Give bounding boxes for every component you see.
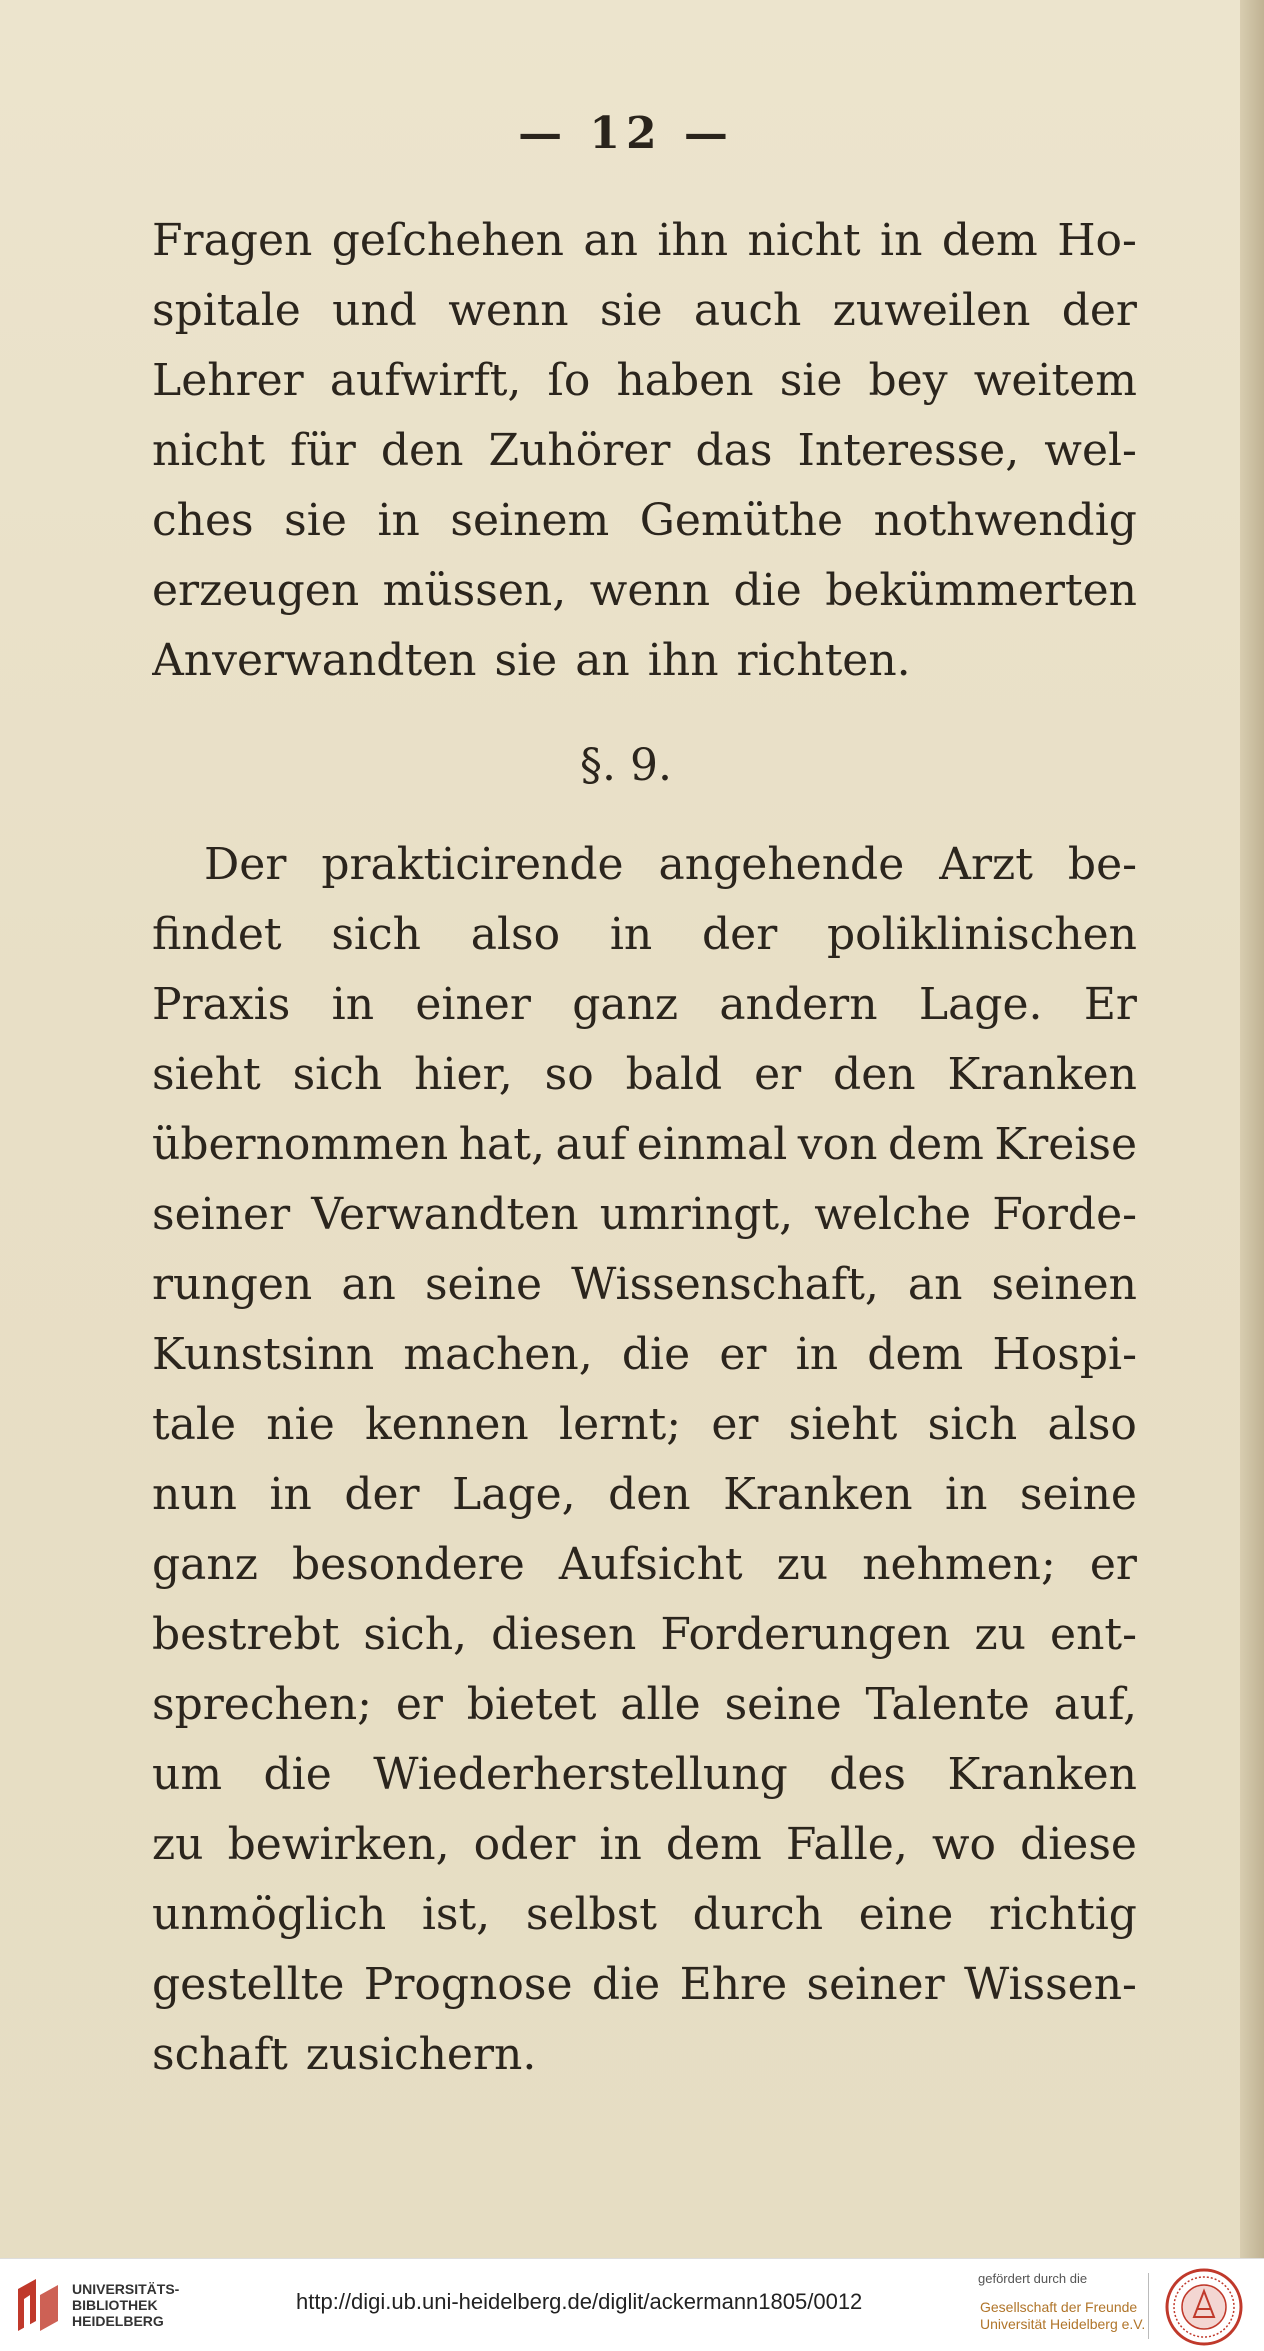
text-line: seiner Verwandten umringt, welche Forde- bbox=[152, 1189, 1137, 1240]
text-line: ganz besondere Aufsicht zu nehmen; er bbox=[152, 1539, 1137, 1590]
text-line: um die Wiederherstellung des Kranken bbox=[152, 1749, 1137, 1800]
paragraph-1 bbox=[152, 206, 1137, 696]
text-line: Anverwandten sie an ihn richten. bbox=[152, 635, 911, 686]
text-line: Fragen geſchehen an ihn nicht in dem Ho- bbox=[152, 215, 1137, 266]
footer-bar bbox=[0, 2258, 1264, 2351]
sponsor-name: Gesellschaft der Freunde Universität Heidelberg e.V. bbox=[980, 2299, 1146, 2332]
text-line: schaft zusichern. bbox=[152, 2029, 537, 2080]
text-line: nun in der Lage, den Kranken in seine bbox=[152, 1469, 1137, 1520]
page-number: — 12 — bbox=[518, 108, 734, 159]
text-line: nicht für den Zuhörer das Interesse, wel- bbox=[152, 425, 1137, 476]
text-line: Der prakticirende angehende Arzt be- bbox=[204, 839, 1137, 890]
university-seal-icon bbox=[1164, 2267, 1244, 2347]
text-line: übernommen hat, auf einmal von dem Kreise bbox=[152, 1119, 1137, 1170]
university-library-logo-icon bbox=[14, 2275, 66, 2335]
footer-divider bbox=[1148, 2273, 1149, 2339]
paragraph-2 bbox=[152, 830, 1137, 2090]
book-spine-edge bbox=[1240, 0, 1264, 2258]
section-heading: §. 9. bbox=[580, 740, 672, 791]
text-line: rungen an seine Wissenschaft, an seinen bbox=[152, 1259, 1137, 1310]
text-line: bestrebt sich, diesen Forderungen zu ent- bbox=[152, 1609, 1137, 1660]
text-line: tale nie kennen lernt; er sieht sich also bbox=[152, 1399, 1137, 1450]
text-line: Lehrer aufwirft, ſo haben sie bey weitem bbox=[152, 355, 1137, 406]
text-line: Praxis in einer ganz andern Lage. Er bbox=[152, 979, 1137, 1030]
text-line: erzeugen müssen, wenn die bekümmerten bbox=[152, 565, 1137, 616]
text-line: zu bewirken, oder in dem Falle, wo diese bbox=[152, 1819, 1137, 1870]
permalink-url[interactable]: http://digi.ub.uni-heidelberg.de/diglit/ackermann1805/0012 bbox=[296, 2289, 863, 2314]
text-line: gestellte Prognose die Ehre seiner Wissen- bbox=[152, 1959, 1137, 2010]
text-line: ches sie in seinem Gemüthe nothwendig bbox=[152, 495, 1137, 546]
text-line: sprechen; er bietet alle seine Talente auf, bbox=[152, 1679, 1137, 1730]
text-line: findet sich also in der poliklinischen bbox=[152, 909, 1137, 960]
text-line: sieht sich hier, so bald er den Kranken bbox=[152, 1049, 1137, 1100]
text-line: Kunstsinn machen, die er in dem Hospi- bbox=[152, 1329, 1137, 1380]
funded-by-label: gefördert durch die bbox=[978, 2271, 1088, 2286]
text-line: unmöglich ist, selbst durch eine richtig bbox=[152, 1889, 1137, 1940]
library-name: UNIVERSITÄTS- BIBLIOTHEK HEIDELBERG bbox=[72, 2281, 180, 2329]
text-line: spitale und wenn sie auch zuweilen der bbox=[152, 285, 1137, 336]
